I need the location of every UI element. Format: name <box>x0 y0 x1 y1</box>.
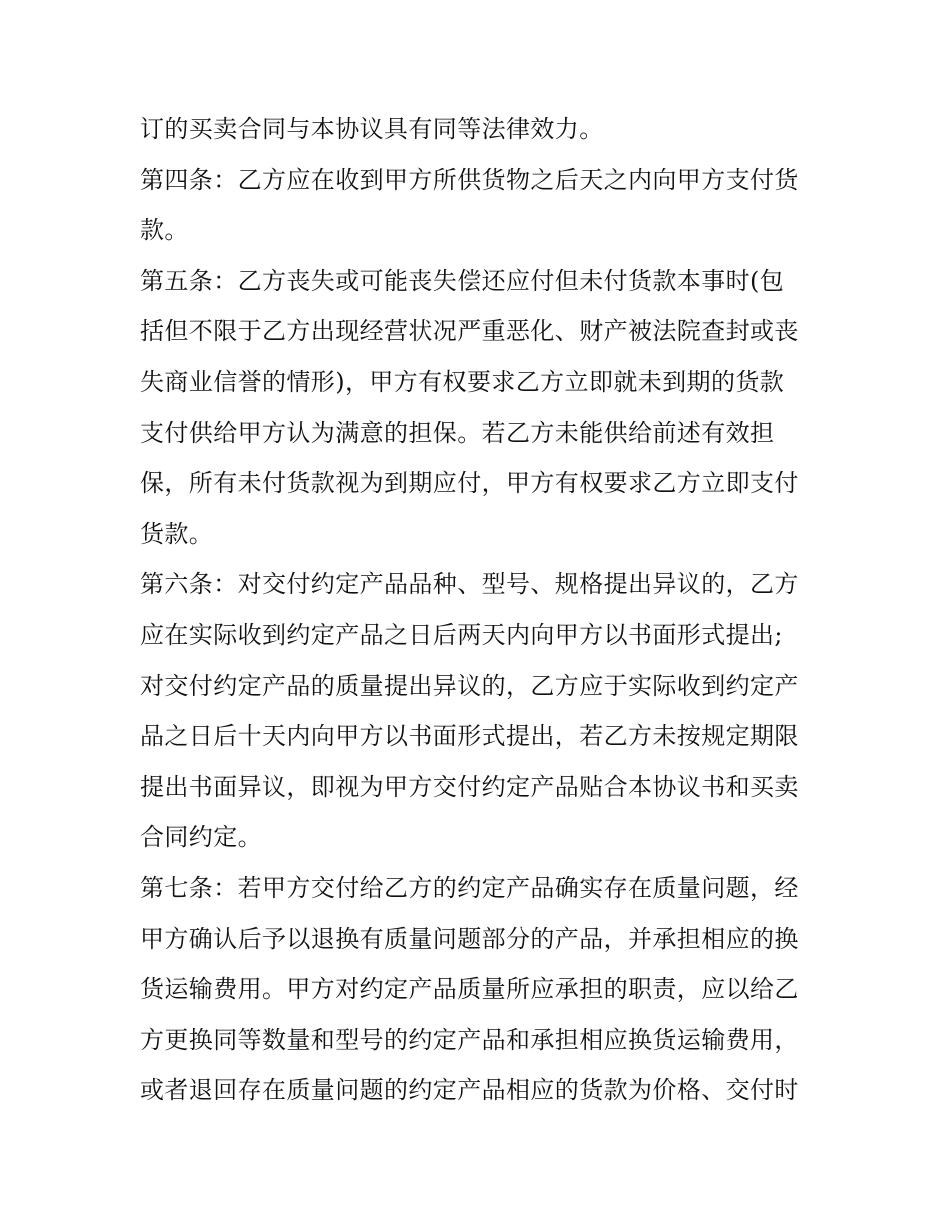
text-line: 款。 <box>140 216 189 245</box>
text-line: 合同约定。 <box>140 823 262 852</box>
text-line: 订的买卖合同与本协议具有同等法律效力。 <box>140 115 604 143</box>
text-line: 品之日后十天内向甲方以书面形式提出，若乙方未按规定期限 <box>140 722 799 751</box>
text-line: 提出书面异议，即视为甲方交付约定产品贴合本协议书和买卖 <box>140 772 799 801</box>
text-line: 对交付约定产品的质量提出异议的，乙方应于实际收到约定产 <box>140 671 799 700</box>
text-line: 第四条：乙方应在收到甲方所供货物之后天之内向甲方支付货 <box>140 165 799 194</box>
text-line: 甲方确认后予以退换有质量问题部分的产品，并承担相应的换 <box>140 924 799 953</box>
text-line: 方更换同等数量和型号的约定产品和承担相应换货运输费用， <box>140 1025 799 1054</box>
text-line: 或者退回存在质量问题的约定产品相应的货款为价格、交付时 <box>140 1076 799 1105</box>
text-line: 货运输费用。甲方对约定产品质量所应承担的职责，应以给乙 <box>140 975 799 1004</box>
text-line: 括但不限于乙方出现经营状况严重恶化、财产被法院查封或丧 <box>140 317 799 346</box>
text-line: 货款。 <box>140 519 214 548</box>
text-line: 第五条：乙方丧失或可能丧失偿还应付但未付货款本事时(包 <box>140 266 785 295</box>
text-line: 第七条：若甲方交付给乙方的约定产品确实存在质量问题，经 <box>140 873 799 902</box>
text-line: 保，所有未付货款视为到期应付，甲方有权要求乙方立即支付 <box>140 469 799 498</box>
text-line: 支付供给甲方认为满意的担保。若乙方未能供给前述有效担 <box>140 418 775 447</box>
document-body <box>140 104 820 1116</box>
text-line: 应在实际收到约定产品之日后两天内向甲方以书面形式提出; <box>140 620 783 649</box>
text-line: 第六条：对交付约定产品品种、型号、规格提出异议的，乙方 <box>140 570 799 599</box>
text-line: 失商业信誉的情形)，甲方有权要求乙方立即就未到期的货款 <box>140 367 785 396</box>
